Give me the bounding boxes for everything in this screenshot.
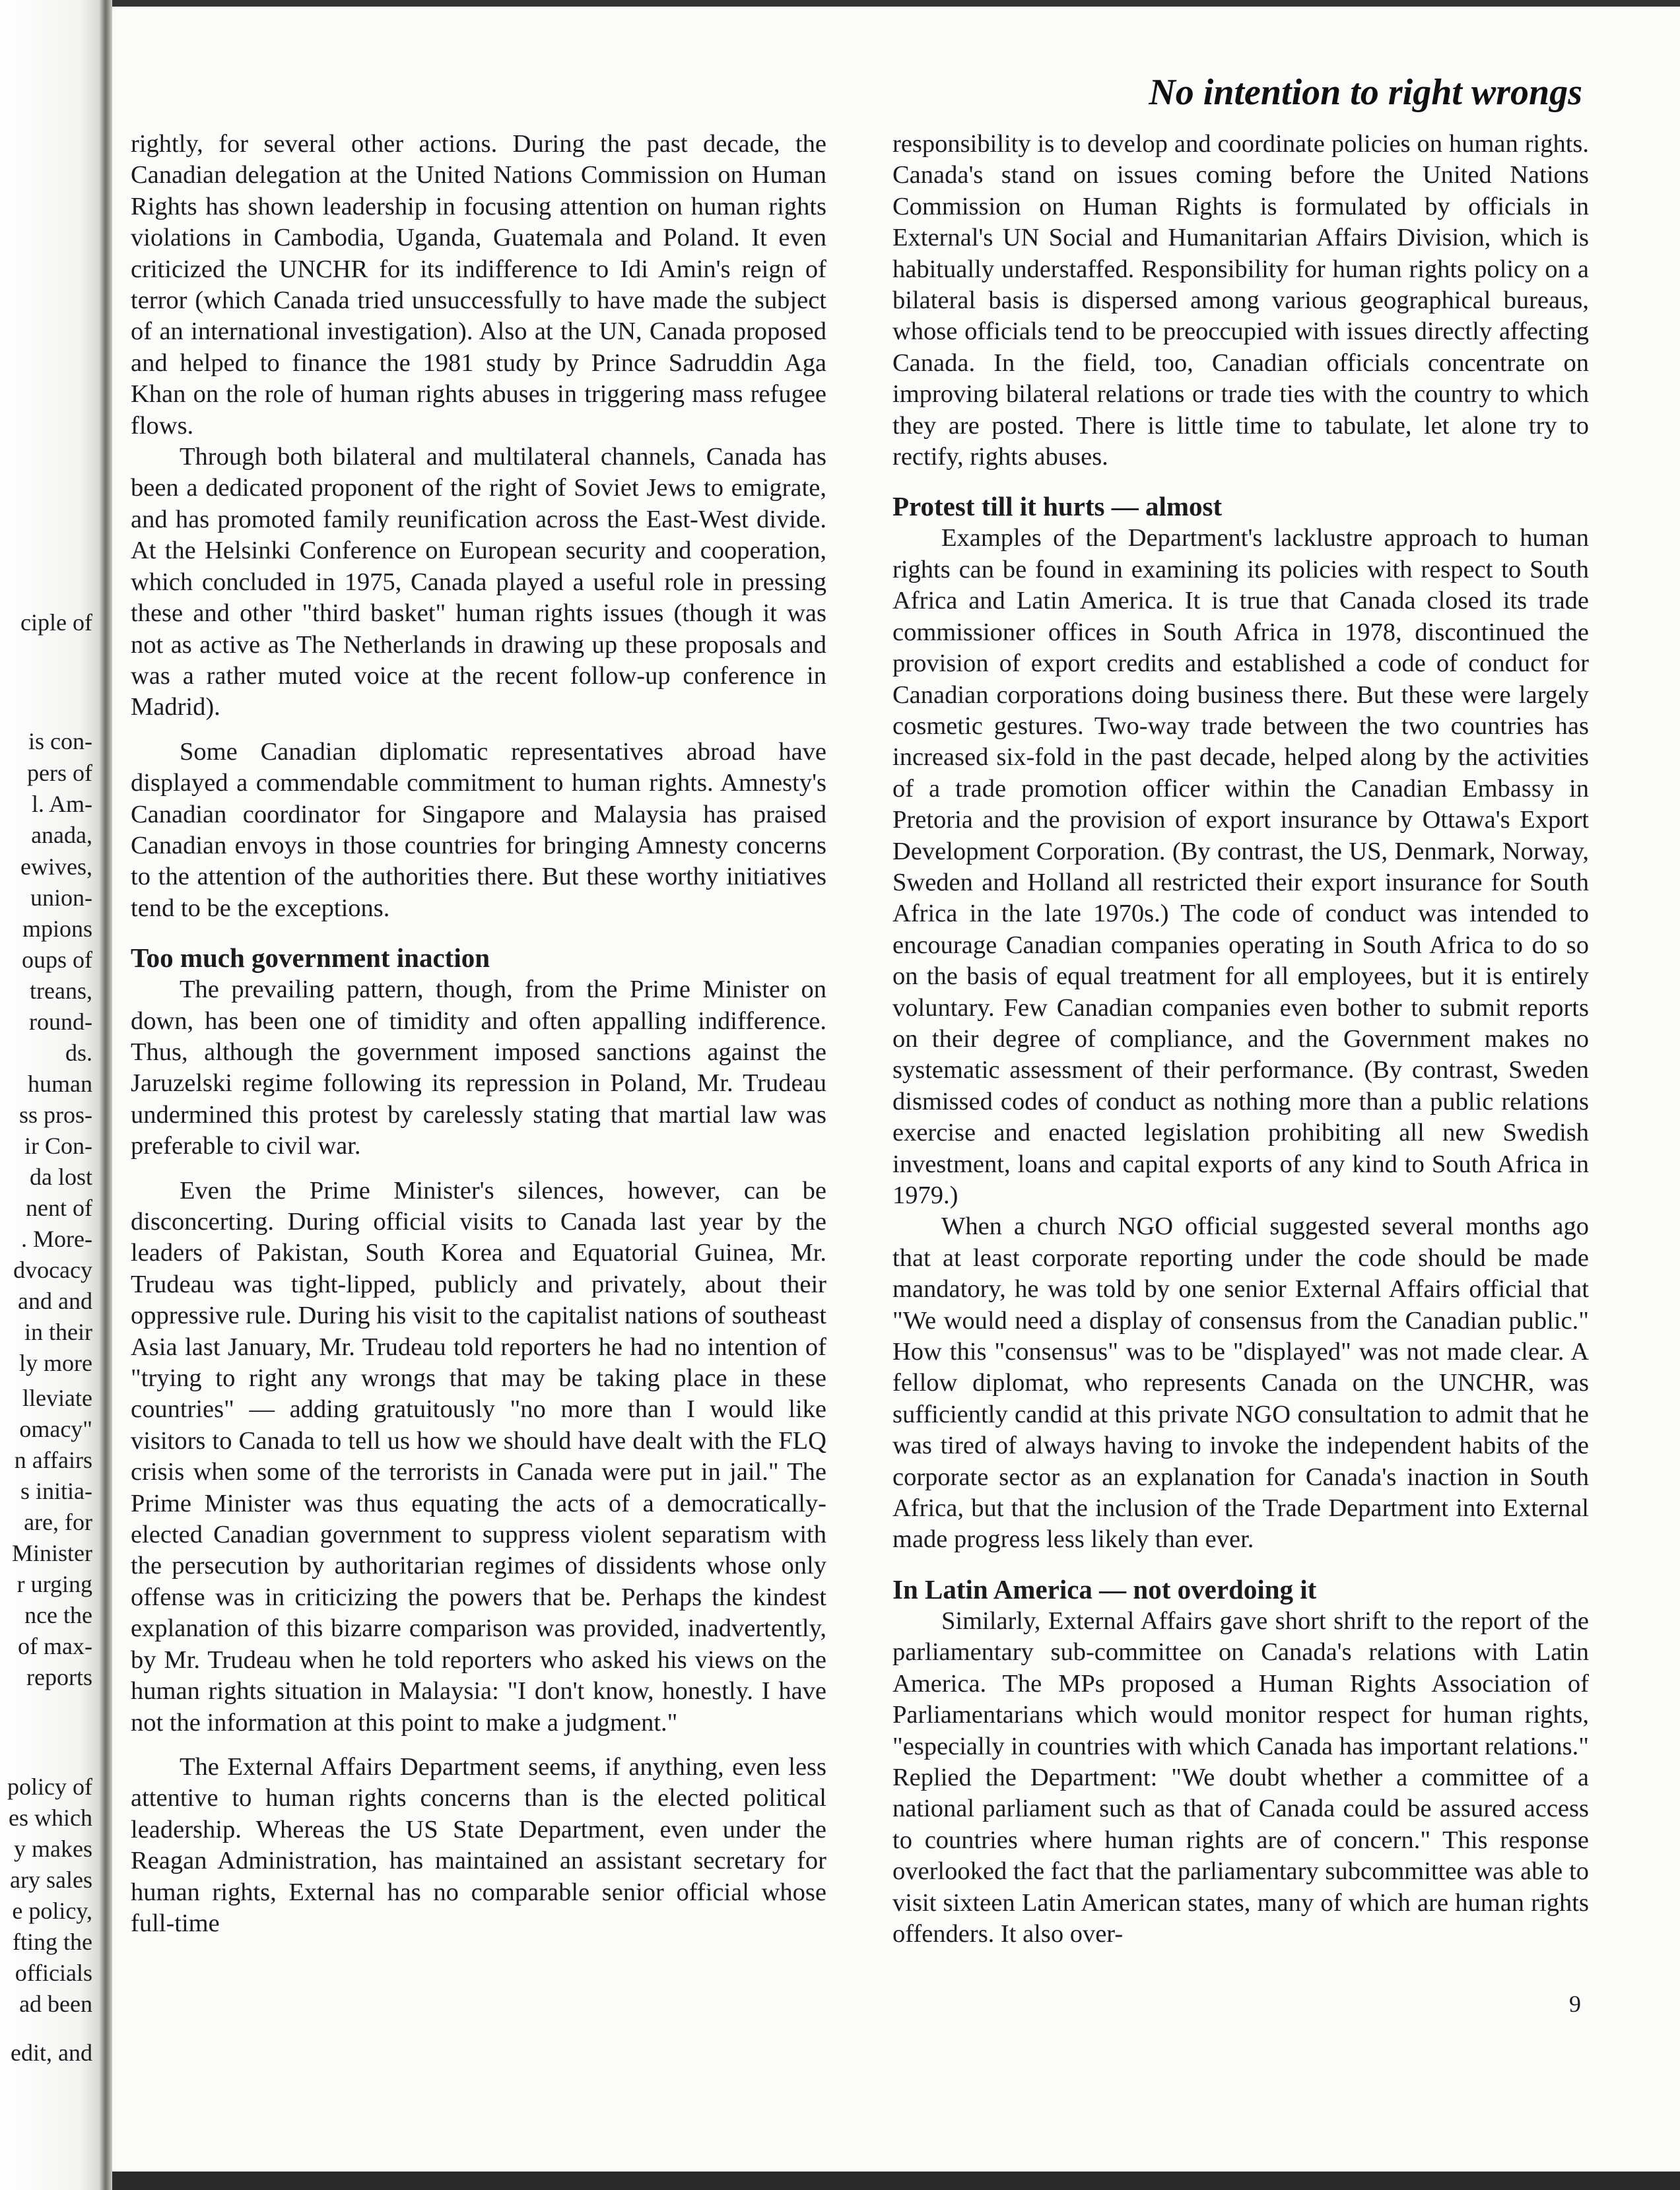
page-number: 9 (1569, 1991, 1581, 2017)
facing-page-fragment: ir Con- (24, 1133, 92, 1159)
facing-page-fragment: and and (18, 1288, 92, 1314)
section-heading: Too much government inaction (131, 943, 490, 974)
facing-page-fragment: in their (24, 1319, 92, 1345)
section-heading: In Latin America — not overdoing it (892, 1574, 1317, 1605)
facing-page-fragment: anada, (31, 822, 92, 848)
scan-top-edge (112, 0, 1680, 7)
facing-page-fragment: of max- (18, 1633, 92, 1659)
paragraph: Through both bilateral and multilateral channels, Canada has been a dedicated proponent of the right of Soviet Jews to emigrate, and has promoted family reunification across the East-West divide. At the Helsinki Conference on European security and cooperation, which concluded in 1975, Canada played a useful role in pressing these and other "third basket" human rights issues (though it was not as active as The Netherlands in drawing up these proposals and was a rather muted voice at the recent follow-up conference in Madrid). (131, 443, 826, 721)
paragraph: Examples of the Department's lacklustre approach to human rights can be found in examining its policies with respect to South Africa and Latin America. It is true that Canada closed its trade commissioner offices in South Africa in 1978, discontinued the provision of export credits and established a code of conduct for Canadian corporations doing business there. But these were largely cosmetic gestures. Two-way trade between the two countries has increased six-fold in the past decade, helped along by the activities of a trade promotion officer within the Canadian Embassy in Pretoria and the provision of export insurance by Ottawa's Export Development Corporation. (By contrast, the US, Denmark, Norway, Sweden and Holland all restricted their export insurance for South Africa in the late 1970s.) The code of conduct was intended to encourage Canadian companies operating in South Africa to do so on the basis of equal treatment for all employees, but it is entirely voluntary. Few Canadian companies even bother to submit reports on their degree of compliance, and the Government makes no systematic assessment of their performance. (By contrast, Sweden dismissed codes of conduct as nothing more than a public relations exercise and enacted legislation prohibiting all new Swedish investment, loans and capital exports of any kind to South Africa in 1979.) (892, 524, 1589, 1209)
facing-page-fragment: ss pros- (18, 1102, 92, 1128)
facing-page-fragment: ary sales (10, 1867, 92, 1893)
facing-page-fragment: pers of (27, 760, 92, 786)
paragraph: rightly, for several other actions. During the past decade, the Canadian delegation at the United Nations Commission on Human Rights has shown leadership in focusing attention on human rights violations in Cambodia, Uganda, Guatemala and Poland. It even criticized the UNCHR for its indifference to Idi Amin's reign of terror (which Canada tried unsuccessfully to have made the subject of an international investigation). Also at the UN, Canada proposed and helped to finance the 1981 study by Prince Sadruddin Aga Khan on the role of human rights abuses in triggering mass refugee flows. (131, 130, 826, 440)
facing-page-fragment: es which (9, 1805, 92, 1831)
facing-page-fragment: nent of (26, 1195, 92, 1221)
paragraph: Similarly, External Affairs gave short shrift to the report of the parliamentary sub-committee on Canada's relations with Latin America. The MPs proposed a Human Rights Association of Parliamentarians which would monitor respect for human rights, "especially in countries with which Canada has important relations." Replied the Department: "We doubt whether a committee of a national parliament such as that of Canada could be assured access to countries where human rights are of concern." This response overlooked the fact that the parliamentary subcommittee was able to visit sixteen Latin American states, many of which are human rights offenders. It also over- (892, 1607, 1589, 1948)
facing-page-fragment: ad been (19, 1991, 92, 2017)
facing-page-fragment: officials (15, 1960, 92, 1986)
facing-page-margin (0, 0, 112, 2190)
facing-page-fragment: policy of (7, 1774, 92, 1800)
facing-page-fragment: y makes (14, 1836, 92, 1862)
running-title: No intention to right wrongs (1149, 72, 1582, 113)
facing-page-fragment: nce the (24, 1602, 92, 1628)
facing-page-fragment: Minister (12, 1540, 92, 1566)
facing-page-fragment: mpions (22, 915, 92, 942)
facing-page-fragment: l. Am- (31, 791, 92, 817)
facing-page-fragment: round- (29, 1009, 92, 1035)
facing-page-fragment: reports (26, 1664, 92, 1690)
section-heading: Protest till it hurts — almost (892, 491, 1223, 522)
scan-bottom-edge (112, 2172, 1680, 2190)
left-column (131, 129, 826, 1939)
facing-page-fragment: da lost (30, 1164, 92, 1190)
facing-page-fragment: ds. (65, 1040, 92, 1066)
facing-page-fragment: union- (30, 884, 92, 911)
facing-page-fragment: edit, and (11, 2040, 92, 2066)
facing-page-fragment: human (28, 1071, 92, 1097)
facing-page-fragment: is con- (28, 728, 92, 754)
facing-page-fragment: fting the (13, 1929, 92, 1955)
right-column (892, 129, 1589, 1950)
facing-page-fragment: treans, (30, 978, 92, 1004)
facing-page-fragment: lleviate (22, 1385, 92, 1411)
paragraph: The External Affairs Department seems, if anything, even less attentive to human rights concerns than is the elected political leadership. Whereas the US State Department, even under the Reagan Administration, has maintained an assistant secretary for human rights, External has no comparable senior official whose full-time (131, 1752, 826, 1937)
facing-page-fragment: n affairs (14, 1447, 92, 1473)
paragraph: Even the Prime Minister's silences, however, can be disconcerting. During official visits to Canada last year by the leaders of Pakistan, South Korea and Equatorial Guinea, Mr. Trudeau was tight-lipped, publicly and privately, about their oppressive rule. During his visit to the capitalist nations of southeast Asia last January, Mr. Trudeau told reporters he had no intention of "trying to right any wrongs that may be taking place in these countries" — adding gratuitously "no more than I would like visitors to Canada to tell us how we should have dealt with the FLQ crisis when some of the terrorists in Canada were put in jail." The Prime Minister was thus equating the acts of a democratically-elected Canadian government to suppress violent separatism with the persecution by authoritarian regimes of dissidents whose only offense was in criticizing the powers that be. Perhaps the kindest explanation of this bizarre comparison was provided, inadvertently, by Mr. Trudeau when he told reporters who asked his views on the human rights situation in Malaysia: "I don't know, honestly. I have not the information at this point to make a judgment." (131, 1176, 826, 1737)
facing-page-fragment: dvocacy (13, 1257, 92, 1283)
facing-page-fragment: . More- (21, 1226, 92, 1252)
paragraph: When a church NGO official suggested several months ago that at least corporate reporting under the code should be made mandatory, he was told by one senior External Affairs official that "We would need a display of consensus from the Canadian public." How this "consensus" was to be "displayed" was not made clear. A fellow diplomat, who represents Canada on the UNCHR, was sufficiently candid at this private NGO consultation to admit that he was tired of always having to invoke the independent habits of the corporate sector as an explanation for Canada's inaction in South Africa, but that the inclusion of the Trade Department into External made progress less likely than ever. (892, 1212, 1589, 1554)
paragraph: Some Canadian diplomatic representatives abroad have displayed a commendable commitment to human rights. Amnesty's Canadian coordinator for Singapore and Malaysia has praised Canadian envoys in those countries for bringing Amnesty concerns to the attention of the authorities there. But these worthy initiatives tend to be the exceptions. (131, 737, 826, 922)
facing-page-fragment: omacy" (19, 1416, 92, 1442)
paragraph: responsibility is to develop and coordinate policies on human rights. Canada's stand on issues coming before the United Nations Commission on Human Rights is formulated by officials in External's UN Social and Humanitarian Affairs Division, which is habitually understaffed. Responsibility for human rights policy on a bilateral basis is dispersed among various geographical bureaus, whose officials tend to be preoccupied with issues directly affecting Canada. In the field, too, Canadian officials concentrate on improving bilateral relations or trade ties with the country to which they are posted. There is little time to tabulate, let alone try to rectify, rights abuses. (892, 130, 1589, 471)
facing-page-fragment: e policy, (12, 1898, 92, 1924)
facing-page-fragment: s initia- (20, 1478, 92, 1504)
facing-page-fragment: ly more (19, 1350, 92, 1376)
facing-page-fragment: ciple of (20, 609, 92, 636)
facing-page-fragment: ewives, (20, 853, 92, 880)
facing-page-fragment: r urging (17, 1571, 92, 1597)
facing-page-fragment: oups of (22, 946, 92, 973)
paragraph: The prevailing pattern, though, from the Prime Minister on down, has been one of timidity and often appalling indifference. Thus, although the government imposed sanctions against the Jaruzelski regime following its repression in Poland, Mr. Trudeau undermined this protest by carelessly stating that martial law was preferable to civil war. (131, 976, 826, 1160)
facing-page-fragment: are, for (24, 1509, 92, 1535)
